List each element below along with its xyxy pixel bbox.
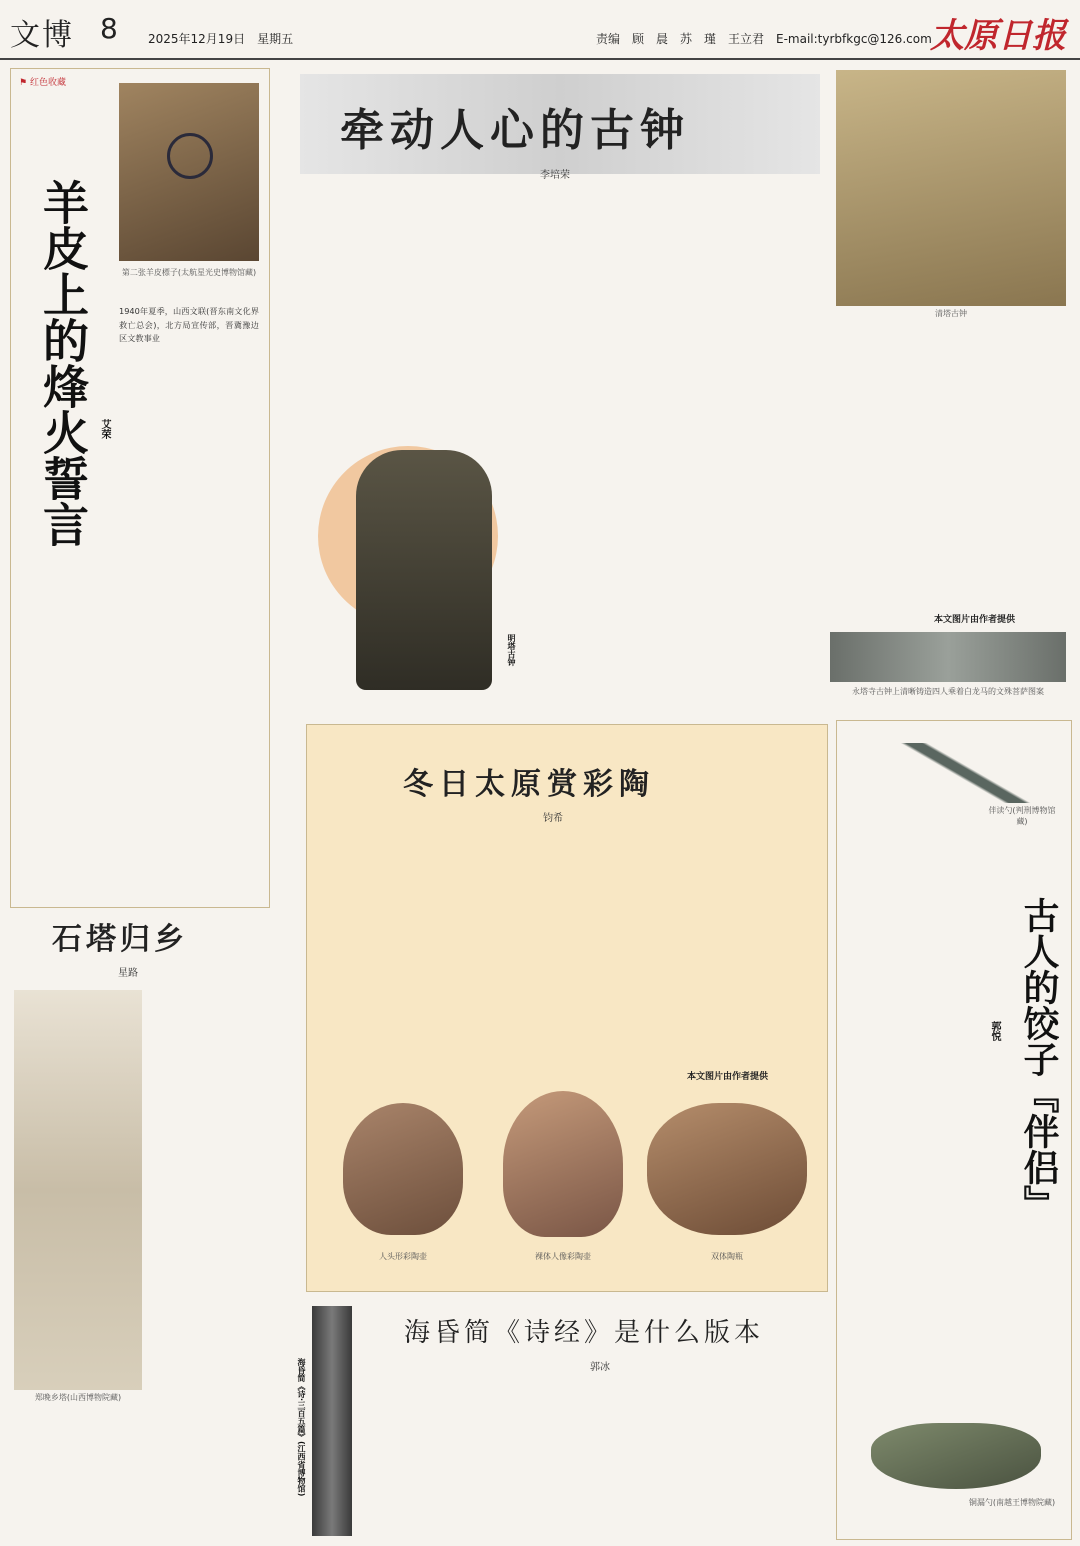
pottery-body-col2: [571, 843, 813, 1063]
pottery-body-col1: [321, 843, 563, 1087]
article-author: 钧希: [543, 813, 563, 824]
article-author: 郭悦: [989, 1021, 1000, 1041]
bamboo-slip-caption: 海昏简《诗·三百五篇》(江西省博物馆): [297, 1357, 306, 1497]
article-title: 冬日太原赏彩陶: [403, 767, 655, 802]
article-author: 星路: [118, 968, 138, 979]
article-title: 古人的饺子『伴侣』: [1018, 897, 1060, 1221]
bell-body-col3: [830, 322, 1066, 602]
article-title: 牵动人心的古钟: [340, 105, 690, 156]
bell-body-col2: [568, 196, 824, 436]
article-sheepskin: [10, 68, 270, 908]
bell-detail-caption: 永塔寺古钟上清晰铸造四人乘着白龙马的文殊菩萨图案: [852, 687, 1044, 696]
editors-line: 责编 顾 晨 苏 瑾 王立君 E-mail:tyrbfkgc@126.com: [596, 32, 932, 46]
tower-bell-caption: 清塔古钟: [935, 309, 967, 318]
sheepskin-photo: [119, 83, 259, 261]
article-title: 羊皮上的烽火誓言: [36, 179, 90, 547]
strainer-caption: 铜漏勺(南越王博物院藏): [968, 1498, 1056, 1507]
emblem-icon: [167, 133, 213, 179]
stone-tower-photo: [14, 990, 142, 1390]
article-pottery: [306, 724, 828, 1292]
issue-date: 2025年12月19日 星期五: [148, 32, 294, 46]
bell-detail-photo: [830, 632, 1066, 682]
article-author: 艾荣: [99, 419, 110, 439]
article-title: 石塔归乡: [52, 922, 188, 957]
page-number: 8: [100, 12, 118, 45]
shijing-body: [356, 1386, 820, 1538]
article-author: 李培荣: [540, 170, 570, 181]
bell-credit: 本文图片由作者提供: [934, 615, 1016, 625]
pottery-photo-1: [343, 1103, 463, 1235]
page-header: [0, 0, 1080, 60]
pottery-photo-2: [503, 1091, 623, 1237]
bronze-bell-photo: [356, 450, 492, 690]
article-body-bottom: [19, 703, 259, 899]
article-body-top: 1940年夏季，山西文联(晋东南文化界救亡总会)，北方局宣传部，晋冀豫边区文教事业: [119, 306, 259, 344]
newspaper-logo: 太原日报: [930, 16, 1066, 56]
dumpling-body-col2: [843, 1251, 1065, 1417]
bell-title-banner: [300, 74, 820, 174]
dumpling-ladle-photo: [897, 743, 1061, 803]
red-flag-icon: ⚑: [19, 78, 28, 88]
sheepskin-caption: 第二张羊皮標子(太航星光史博物馆藏): [121, 268, 257, 277]
pottery-credit: 本文图片由作者提供: [687, 1072, 769, 1082]
dumpling-body-col1: [843, 843, 983, 1243]
bronze-bell-caption: 明塔古钟: [507, 634, 516, 666]
bronze-strainer-photo: [871, 1423, 1041, 1489]
section-name: 文博: [10, 18, 74, 53]
pottery-photo-3: [647, 1103, 807, 1235]
tower-body-col1: [148, 1000, 298, 1420]
tower-bell-photo: [836, 70, 1066, 306]
article-title: 海昏简《诗经》是什么版本: [404, 1318, 765, 1348]
pottery-caption-2: 裸体人像彩陶壶: [535, 1252, 591, 1261]
pottery-caption-3: 双体陶瓶: [711, 1252, 743, 1261]
pottery-caption-1: 人头形彩陶壶: [379, 1252, 427, 1261]
article-author: 郭冰: [590, 1362, 610, 1373]
ladle-caption: 伴读勺(判刑博物馆藏): [988, 806, 1056, 826]
tower-body-col2: [10, 1420, 300, 1538]
bell-body-col1: [304, 196, 560, 436]
bamboo-slip-photo: [312, 1306, 352, 1536]
article-dumplings: [836, 720, 1072, 1540]
stone-tower-caption: 郑晚乡塔(山西博物院藏): [34, 1393, 122, 1402]
column-tag: ⚑ 红色收藏: [19, 78, 66, 88]
bell-body-col4: [568, 446, 824, 696]
